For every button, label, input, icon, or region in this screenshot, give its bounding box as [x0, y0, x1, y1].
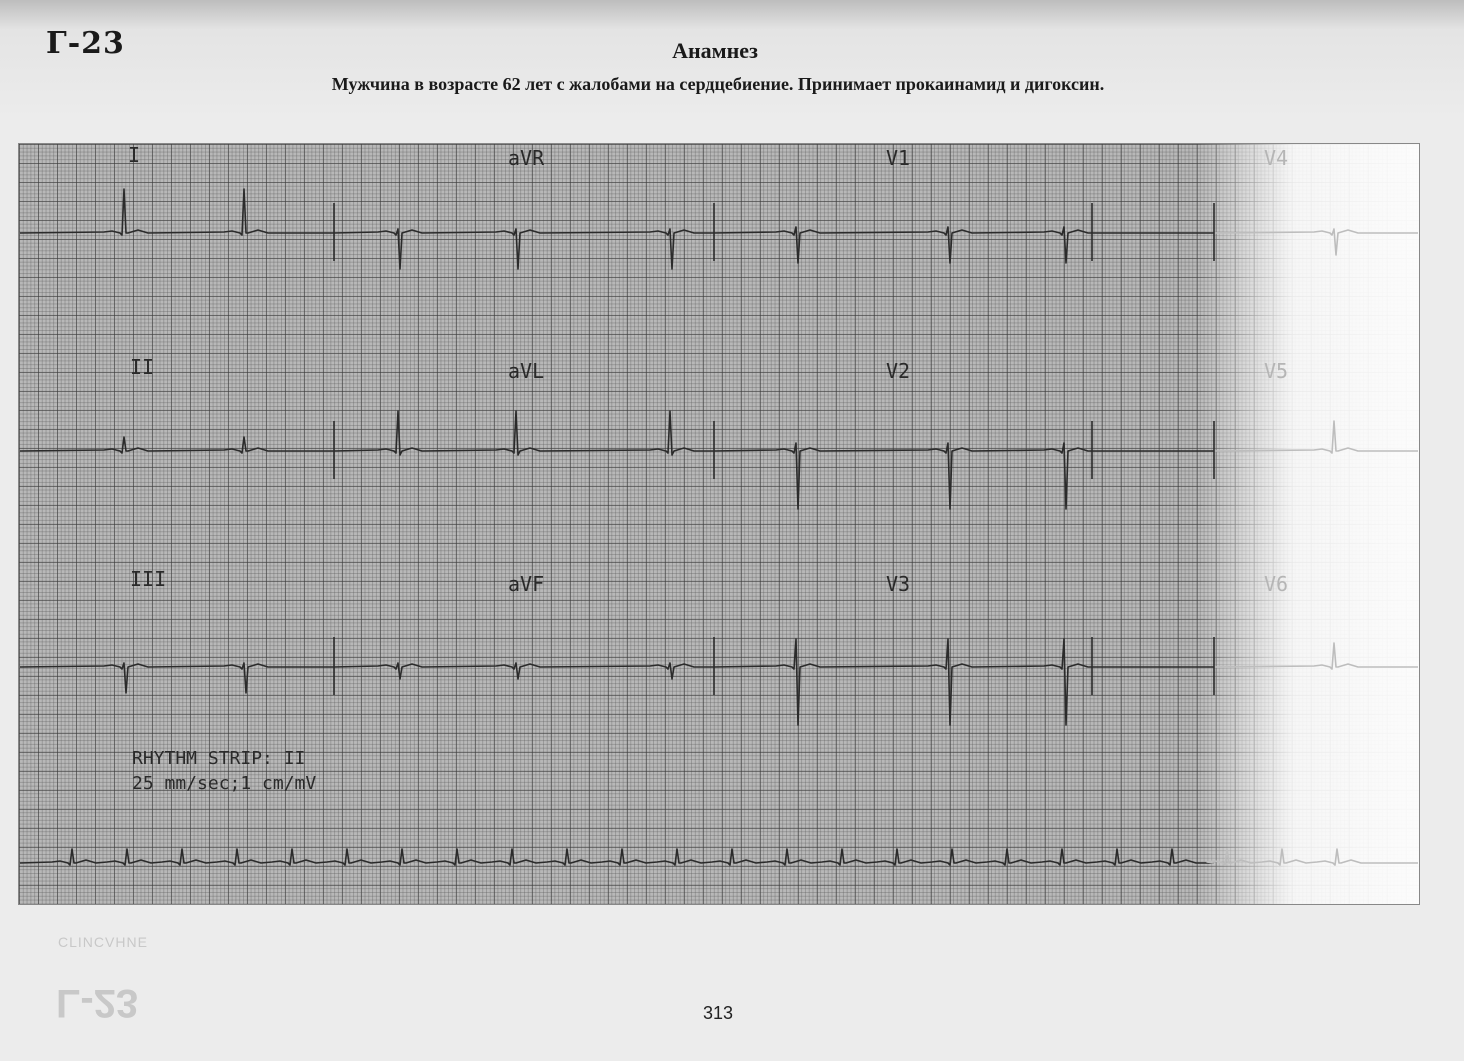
lead-v6-trace [1214, 643, 1418, 669]
lead-avf-trace [334, 663, 714, 679]
rhythm-strip-trace [20, 849, 1214, 865]
lead-v1-trace [714, 227, 1092, 263]
rhythm-strip-faint-trace [1207, 849, 1418, 865]
lead-label-i: I [128, 143, 141, 167]
lead-avl-trace [334, 411, 714, 455]
lead-v2-trace [714, 443, 1092, 509]
lead-label-avr: aVR [508, 146, 545, 170]
bleed-through-case-id: L-23 [56, 981, 139, 1025]
calibration-note: 25 mm/sec;1 cm/mV [132, 773, 317, 794]
lead-label-v5: V5 [1264, 359, 1289, 383]
lead-label-v1: V1 [886, 146, 911, 170]
lead-iii-trace [20, 663, 334, 693]
rhythm-strip-label: RHYTHM STRIP: II [132, 748, 306, 769]
lead-ii-trace [20, 437, 334, 453]
lead-label-v3: V3 [886, 572, 911, 596]
lead-label-avl: aVL [508, 359, 545, 383]
page-number: 313 [702, 1003, 734, 1023]
lead-v3-trace [714, 639, 1092, 725]
lead-label-iii: III [130, 567, 167, 591]
bleed-through-text: CLINCVHNE [58, 934, 148, 950]
lead-v5-trace [1214, 421, 1418, 453]
case-id: Г-23 [46, 26, 125, 61]
lead-label-v2: V2 [886, 359, 911, 383]
case-history: Мужчина в возрасте 62 лет с жалобами на сердцебиение. Принимает прокаинамид и дигоксин. [331, 74, 1105, 94]
lead-label-ii: II [130, 355, 155, 379]
lead-v4-trace [1214, 229, 1418, 255]
lead-label-avf: aVF [508, 572, 545, 596]
lead-avr-trace [334, 229, 714, 269]
lead-i-trace [20, 189, 334, 235]
lead-label-v6: V6 [1264, 572, 1289, 596]
lead-label-v4: V4 [1264, 146, 1289, 170]
page-title: Анамнез [672, 38, 758, 63]
